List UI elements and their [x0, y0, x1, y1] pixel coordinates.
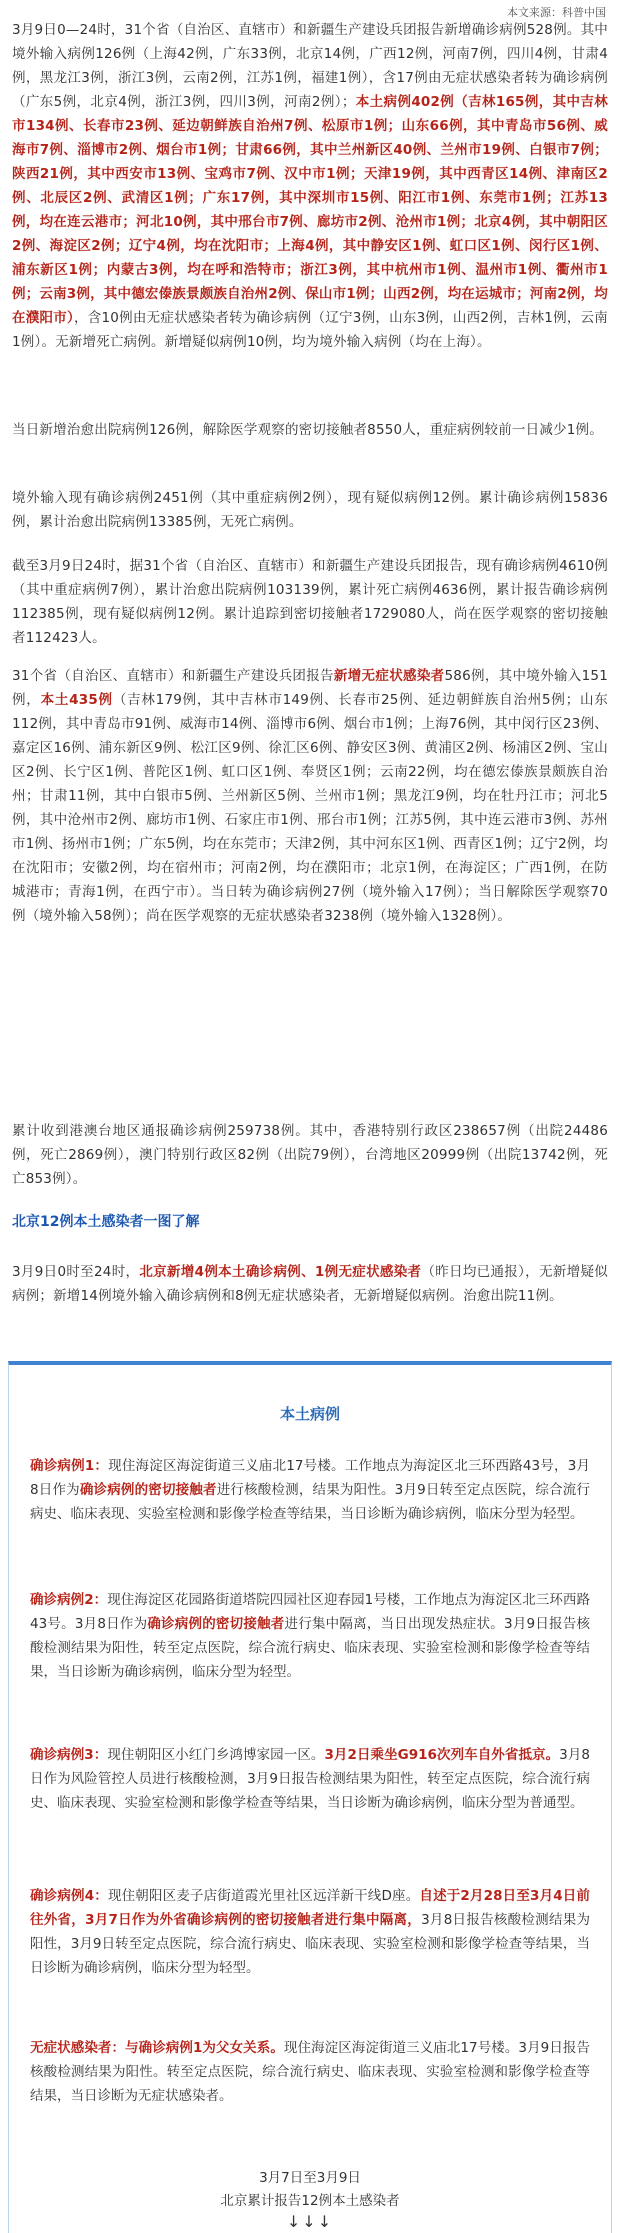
- case-2: [30, 1588, 590, 1684]
- case-1: [30, 1454, 590, 1526]
- national-summary-segment-0: 3月9日0—24时，31个省（自治区、直辖市）和新疆生产建设兵团报告新增确诊病例528例。其中境外输入病例126例（上海42例，广东33例，北京14例，广西12例，河南7例，四川4例，甘肃4例，黑龙江3例，浙江3例，云南2例，江苏1例，福建1例），含17例由无症状感染者转为确诊病例（广东5例，北京4例，浙江3例，四川3例，河南2例）；: [12, 22, 608, 110]
- asymptomatic-segment-3: 本土435例: [40, 692, 113, 708]
- local-cases-title: 本土病例: [279, 1405, 340, 1423]
- down-arrows-icon: ↓↓↓: [286, 2212, 334, 2231]
- case-4-segment-1: 现住朝阳区麦子店街道霞光里社区远洋新干线D座。: [107, 1888, 420, 1904]
- national-summary-paragraph: [12, 18, 608, 354]
- asymptomatic-paragraph: [12, 664, 608, 928]
- case-3-segment-0: 确诊病例3：: [30, 1747, 108, 1763]
- case-3-segment-2: 3月2日乘坐G916次列车自外省抵京。: [324, 1747, 560, 1763]
- case-3-segment-3: 3月8日作为风险管控人员进行核酸检测，3月9日报告检测结果为阳性，转至定点医院，综合流行病史、临床表现、实验室检测和影像学检查等结果，当日诊断为确诊病例，临床分型为普通型。: [30, 1747, 590, 1811]
- case-4: [30, 1884, 590, 1980]
- footer-date-range: 3月7日至3月9日: [259, 2170, 361, 2186]
- footer-total: 北京累计报告12例本土感染者: [220, 2193, 400, 2209]
- national-summary-segment-1: 本土病例402例（吉林165例，其中吉林市134例、长春市23例、延边朝鲜族自治州7例、松原市1例；山东66例，其中青岛市56例、威海市7例、淄博市2例、烟台市1例；甘肃66例，其中兰州新区40例、兰州市19例、白银市7例；陕西21例，其中西安市13例、宝鸡市7例、汉中市1例；天津19例，其中西青区14例、津南区2例、北辰区2例、武清区1例；广东17例，其中深圳市15例、阳江市1例、东莞市1例；江苏13例，均在连云港市；河北10例，其中邢台市7例、廊坊市2例、沧州市1例；北京4例，其中朝阳区2例、海淀区2例；辽宁4例，均在沈阳市；上海4例，其中静安区1例、虹口区1例、闵行区1例、浦东新区1例；内蒙古3例，均在呼和浩特市；浙江3例，其中杭州市1例、温州市1例、衢州市1例；云南3例，其中德宏傣族景颇族自治州2例、保山市1例；山西2例，均在运城市；河南2例，均在濮阳市）: [12, 94, 608, 326]
- asymptomatic-case: [30, 2036, 590, 2108]
- beijing-infographic-link[interactable]: 北京12例本土感染者一图了解: [12, 1214, 200, 1230]
- hk-macau-taiwan-paragraph: 累计收到港澳台地区通报确诊病例259738例。其中，香港特别行政区238657例（出院24486例，死亡2869例），澳门特别行政区82例（出院79例），台湾地区20999例（出院13742例，死亡853例）。: [12, 1123, 608, 1187]
- case-4-segment-0: 确诊病例4：: [30, 1888, 108, 1904]
- case-4-segment-2: 自述于2月28日至3月4日前往外省，3月7日作为外省确诊病例的密切接触者进行集中隔离，: [30, 1888, 590, 1928]
- case-3-segment-1: 现住朝阳区小红门乡鸿博家园一区。: [107, 1747, 325, 1763]
- case-3: [30, 1743, 590, 1815]
- source-note: 本文来源：科普中国: [507, 6, 606, 19]
- case-4-segment-3: 3月8日报告核酸检测结果为阳性，3月9日转至定点医院，综合流行病史、临床表现、实验室检测和影像学检查等结果，当日诊断为确诊病例，临床分型为轻型。: [30, 1912, 590, 1976]
- case-1-segment-1: 现住海淀区海淀街道三义庙北17号楼。工作地点为海淀区北三环西路43号，3月8日作为: [30, 1458, 590, 1498]
- case-1-segment-3: 进行核酸检测，结果为阳性。3月9日转至定点医院，综合流行病史、临床表现、实验室检测和影像学检查等结果，当日诊断为确诊病例，临床分型为轻型。: [30, 1482, 590, 1522]
- beijing-summary-paragraph: [12, 1260, 608, 1308]
- asymptomatic-segment-2: 586例，其中境外输入151例，: [12, 668, 608, 708]
- asymptomatic-segment-4: （吉林179例，其中吉林市149例、长春市25例、延边朝鲜族自治州5例；山东112例，其中青岛市91例、威海市14例、淄博市6例、烟台市1例；上海76例，其中闵行区23例、嘉定区16例、浦东新区9例、松江区9例、徐汇区6例、静安区3例、黄浦区2例、杨浦区2例、宝山区2例、长宁区1例、普陀区1例、虹口区1例、奉贤区1例；云南22例，均在德宏傣族景颇族自治州；甘肃11例，其中白银市5例、兰州新区5例、兰州市1例；黑龙江9例，均在牡丹江市；河北5例，其中沧州市2例、廊坊市1例、石家庄市1例、邢台市1例；江苏5例，其中连云港市3例、苏州市1例、扬州市1例；广东5例，均在东莞市；天津2例，其中河东区1例、西青区1例；辽宁2例，均在沈阳市；安徽2例，均在宿州市；河南2例，均在濮阳市；北京1例，在海淀区；广西1例，在防城港市；青海1例，在西宁市）。当日转为确诊病例27例（境外输入17例）；当日解除医学观察70例（境外输入58例）；尚在医学观察的无症状感染者3238例（境外输入1328例）。: [12, 692, 608, 924]
- asymptomatic-segment-0: 31个省（自治区、直辖市）和新疆生产建设兵团报告: [12, 668, 334, 684]
- beijing-summary-segment-1: 北京新增4例本土确诊病例、1例无症状感染者: [139, 1264, 422, 1280]
- case-5-segment-0: 无症状感染者：与确诊病例1为父女关系。: [30, 2040, 284, 2056]
- asymptomatic-segment-1: 新增无症状感染者: [333, 668, 445, 684]
- beijing-summary-segment-2: （昨日均已通报），无新增疑似病例；新增14例境外输入确诊病例和8例无症状感染者，无新增疑似病例。治愈出院11例。: [12, 1264, 608, 1304]
- cumulative-paragraph: 截至3月9日24时，据31个省（自治区、直辖市）和新疆生产建设兵团报告，现有确诊病例4610例（其中重症病例7例），累计治愈出院病例103139例，累计死亡病例4636例，累计报告确诊病例112385例，现有疑似病例12例。累计追踪到密切接触者1729080人，尚在医学观察的密切接触者112423人。: [12, 558, 608, 646]
- case-2-segment-3: 进行集中隔离，当日出现发热症状。3月9日报告核酸检测结果为阳性，转至定点医院，综合流行病史、临床表现、实验室检测和影像学检查等结果，当日诊断为确诊病例，临床分型为轻型。: [30, 1616, 590, 1680]
- case-1-segment-0: 确诊病例1：: [30, 1458, 109, 1474]
- imported-cases-paragraph: 境外输入现有确诊病例2451例（其中重症病例2例），现有疑似病例12例。累计确诊病例15836例，累计治愈出院病例13385例，无死亡病例。: [12, 490, 608, 530]
- case-1-segment-2: 确诊病例的密切接触者: [79, 1482, 217, 1498]
- beijing-summary-segment-0: 3月9日0时至24时，: [12, 1264, 140, 1280]
- case-2-segment-2: 确诊病例的密切接触者: [147, 1616, 285, 1632]
- case-2-segment-1: 现住海淀区花园路街道塔院四园社区迎春园1号楼，工作地点为海淀区北三环西路43号。3月8日作为: [30, 1592, 590, 1632]
- national-summary-segment-2: ，含10例由无症状感染者转为确诊病例（辽宁3例，山东3例，山西2例，吉林1例，云南1例）。无新增死亡病例。新增疑似病例10例，均为境外输入病例（均在上海）。: [12, 310, 609, 350]
- case-5-segment-1: 现住海淀区海淀街道三义庙北17号楼。3月9日报告核酸检测结果为阳性。转至定点医院，综合流行病史、临床表现、实验室检测和影像学检查等结果，当日诊断为无症状感染者。: [30, 2040, 590, 2104]
- recovery-paragraph: 当日新增治愈出院病例126例，解除医学观察的密切接触者8550人，重症病例较前一日减少1例。: [12, 422, 603, 438]
- case-2-segment-0: 确诊病例2：: [30, 1592, 108, 1608]
